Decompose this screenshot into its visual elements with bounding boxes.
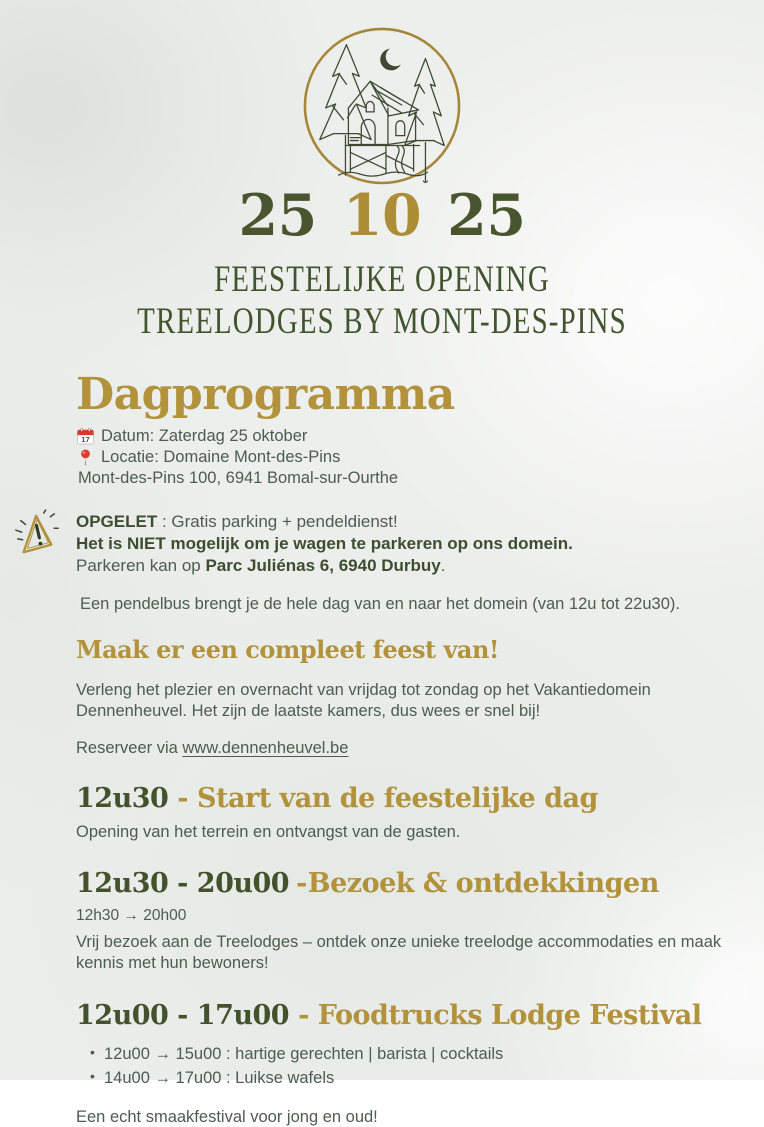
program-heading: Dagprogramma	[76, 369, 455, 421]
treehouse-logo-icon	[284, 25, 480, 185]
location-text: Locatie: Domaine Mont-des-Pins	[101, 447, 341, 466]
event-title	[0, 259, 764, 342]
address-text: Mont-des-Pins 100, 6941 Bomal-sur-Ourthe	[78, 468, 399, 487]
section-description: Vrij bezoek aan de Treelodges – ontdek onze unieke treelodge accommodaties en maak kennis met hun bewoners!	[76, 933, 722, 973]
warning-line3: Parkeren kan op Parc Juliénas 6, 6940 Durbuy.	[76, 555, 446, 575]
location-line	[76, 447, 728, 468]
date-number: 10	[342, 182, 422, 249]
section-heading	[76, 784, 728, 814]
list-item: • 12u00 → 15u00 : hartige gerechten | barista | cocktails	[104, 1043, 728, 1066]
calendar-day-number: 17	[81, 435, 90, 445]
section-description: Opening van het terrein en ontvangst van de gasten.	[76, 823, 461, 842]
section-time: 12u30	[76, 782, 169, 814]
schedule-section-start	[76, 784, 728, 844]
date-number: 25	[238, 182, 317, 249]
hero-header	[0, 0, 764, 342]
warning-label-rest: : Gratis parking + pendeldienst!	[157, 511, 398, 531]
section-heading	[76, 869, 728, 899]
parking-address: Parc Juliénas 6, 6940 Durbuy	[205, 555, 441, 575]
event-meta	[76, 426, 728, 488]
section-title: Foodtrucks Lodge Festival	[317, 999, 702, 1031]
schedule-section-bezoek	[76, 869, 728, 974]
schedule-section-foodtrucks	[76, 1001, 728, 1127]
event-title-line1: FEESTELIJKE OPENING	[214, 259, 550, 301]
section-dash: -	[177, 782, 188, 814]
date-number: 25	[447, 182, 526, 249]
section-heading	[76, 1001, 728, 1031]
flyer-content	[0, 369, 764, 1127]
warning-line2: Het is NIET mogelijk om je wagen te parkeren op ons domein.	[76, 533, 573, 553]
section-dash: -	[296, 868, 307, 900]
promo-heading: Maak er een compleet feest van!	[76, 634, 499, 664]
section-time: 12u00 - 17u00	[76, 999, 290, 1031]
promo-body: Verleng het plezier en overnacht van vrijdag tot zondag op het Vakantiedomein Dennenheuvel. Het zijn de laatste kamers, dus wees er snel bij!	[76, 680, 651, 721]
pin-icon	[76, 448, 95, 467]
section-dash: -	[298, 999, 309, 1031]
section-title: Start van de feestelijke dag	[197, 782, 598, 814]
event-title-line2: TREELODGES BY MONT-DES-PINS	[137, 300, 627, 342]
warning-label: OPGELET	[76, 511, 158, 531]
date-line	[76, 426, 728, 447]
date-numbers	[0, 182, 764, 249]
section-time: 12u30 - 20u00	[76, 868, 290, 900]
dennenheuvel-link[interactable]: www.dennenheuvel.be	[182, 738, 349, 757]
section-subtime: 12h30 → 20h00	[76, 906, 187, 924]
closing-text: Een echt smaakfestival voor jong en oud!	[76, 1108, 378, 1127]
foodtruck-times-list	[76, 1043, 728, 1090]
date-text: Datum: Zaterdag 25 oktober	[101, 427, 308, 446]
warning-block	[76, 511, 728, 577]
warning-icon	[14, 509, 60, 561]
list-item: • 14u00 → 17u00 : Luikse wafels	[104, 1067, 728, 1090]
warning-line1	[76, 511, 728, 533]
calendar-icon	[76, 427, 95, 446]
section-title: Bezoek & ontdekkingen	[307, 868, 659, 900]
shuttle-text: Een pendelbus brengt je de hele dag van en naar het domein (van 12u tot 22u30).	[80, 594, 680, 613]
reserve-line: Reserveer via www.dennenheuvel.be	[76, 738, 349, 757]
